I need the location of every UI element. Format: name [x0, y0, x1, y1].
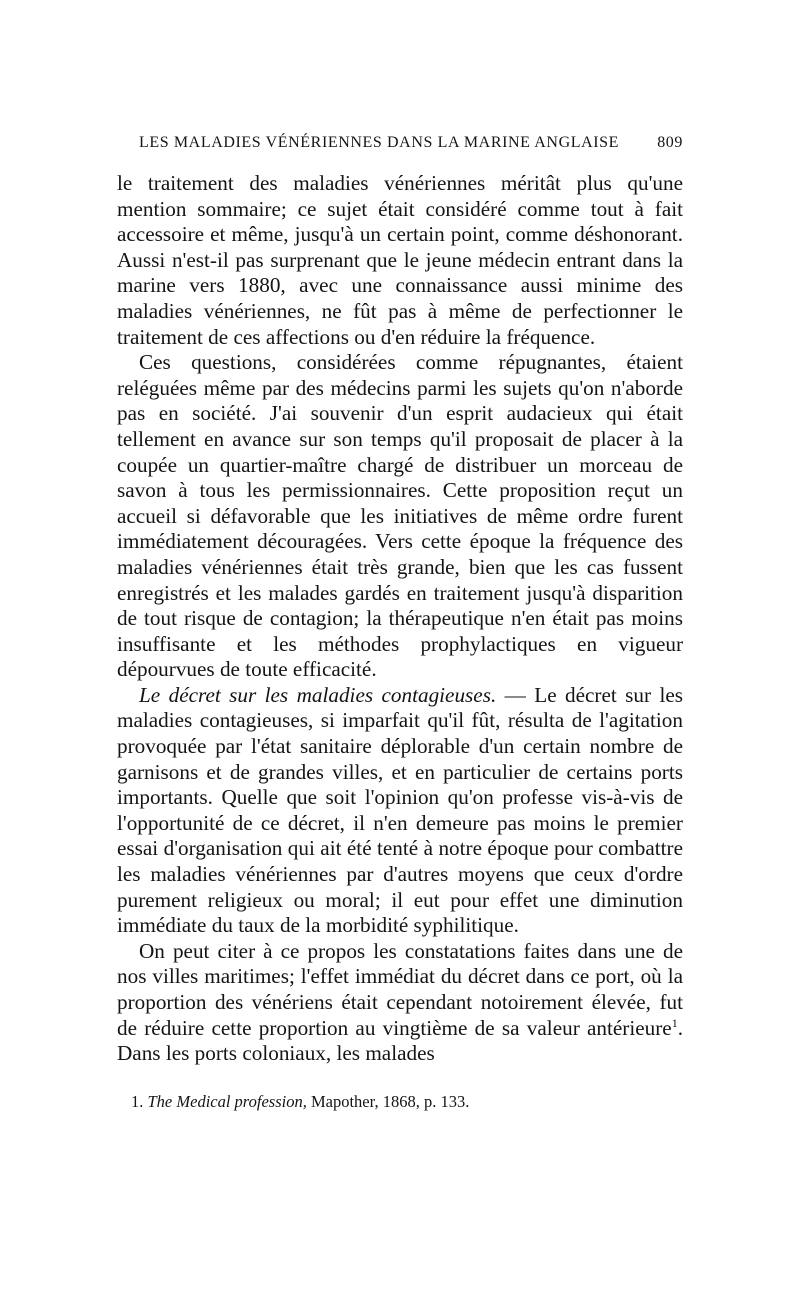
paragraph-3-text: — Le décret sur les maladies contagieuses, si imparfait qu'il fût, résulta de l'agitation provoquée par l'état sanitaire déplorable d'un certain nombre de garnisons et de grandes villes, et en particulier de certains ports importants. Quelle que soit l'opinion qu'on professe vis-à-vis de l'opportunité de ce décret, il n'en demeure pas moins le premier essai d'organisation qui ait été tenté à notre époque pour combattre les maladies vénériennes par d'autres moyens que ceux d'ordre purement religieux ou moral; il eut pour effet une diminution immédiate du taux de la morbidité syphilitique.	[117, 682, 683, 938]
body-text	[117, 171, 683, 1067]
paragraph-1-text: le traitement des maladies vénériennes méritât plus qu'une mention sommaire; ce sujet était considéré comme tout à fait accessoire et même, jusqu'à un certain point, comme déshonorant. Aussi n'est-il pas surprenant que le jeune médecin entrant dans la marine vers 1880, avec une connaissance aussi minime des maladies vénériennes, ne fût pas à même de perfectionner le traitement de ces affections ou d'en réduire la fréquence.	[117, 171, 683, 349]
paragraph-2-text: Ces questions, considérées comme répugnantes, étaient reléguées même par des médecins parmi les sujets qu'on n'aborde pas en société. J'ai souvenir d'un esprit audacieux qui était tellement en avance sur son temps qu'il proposait de placer à la coupée un quartier-maître chargé de distribuer un morceau de savon à tous les permissionnaires. Cette proposition reçut un accueil si défavorable que les initiatives de même ordre furent immédiatement découragées. Vers cette époque la fréquence des maladies vénériennes était très grande, bien que les cas fussent enregistrés et les malades gardés en traitement jusqu'à disparition de tout risque de contagion; la thérapeutique n'en était pas moins insuffisante et les méthodes prophylactiques en vigueur dépourvues de toute efficacité.	[117, 350, 683, 682]
footnote-title: The Medical profession,	[147, 1091, 307, 1111]
footnote-number: 1.	[131, 1091, 144, 1111]
book-page	[117, 128, 683, 1113]
paragraph-4-text-after: . Dans les ports coloniaux, les malades	[117, 1015, 683, 1066]
paragraph-4	[117, 939, 683, 1067]
section-heading-decret: Le décret sur les maladies contagieuses.	[139, 682, 497, 707]
footnote	[117, 1091, 683, 1113]
paragraph-2	[117, 350, 683, 683]
running-head-title: LES MALADIES VÉNÉRIENNES DANS LA MARINE ANGLAISE	[139, 134, 620, 151]
page-number: 809	[657, 134, 683, 151]
running-head	[117, 128, 683, 158]
paragraph-4-text-before: On peut citer à ce propos les constatations faites dans une de nos villes maritimes; l'effet immédiat du décret dans ce port, où la proportion des vénériens était cependant notoirement élevée, fut de réduire cette proportion au vingtième de sa valeur antérieure	[117, 938, 683, 1040]
paragraph-3	[117, 683, 683, 939]
paragraph-1	[117, 171, 683, 350]
footnote-reference[interactable]: 1	[671, 1015, 678, 1030]
footnote-citation: Mapother, 1868, p. 133.	[306, 1091, 470, 1111]
